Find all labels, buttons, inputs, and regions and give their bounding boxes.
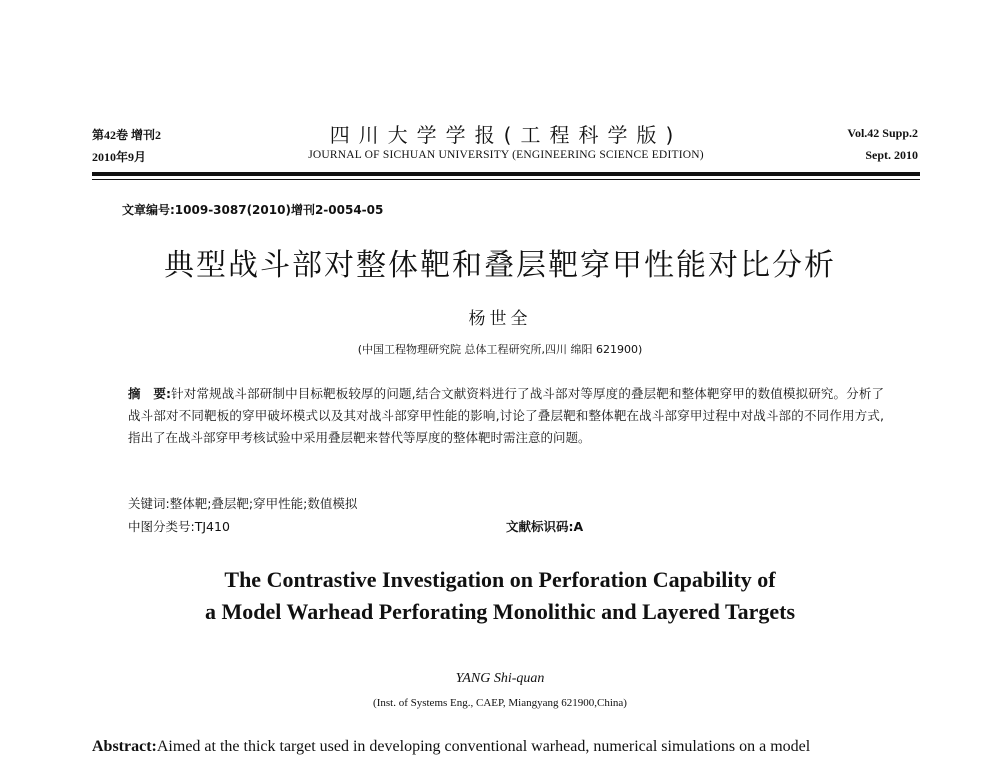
journal-title-cn: 四川大学学报(工程科学版)	[329, 123, 683, 147]
abstract-cn	[128, 383, 884, 449]
header-rule-thick	[92, 172, 920, 176]
affiliation-en: (Inst. of Systems Eng., CAEP, Miangyang 621900,China)	[373, 697, 627, 709]
date-en: Sept. 2010	[865, 148, 918, 162]
paper-title-en	[0, 564, 1000, 628]
journal-title-en: JOURNAL OF SICHUAN UNIVERSITY (ENGINEERING SCIENCE EDITION)	[308, 149, 704, 161]
article-number: 文章编号:1009-3087(2010)增刊2-0054-05	[122, 203, 384, 217]
abstract-label-en: Abstract:	[92, 738, 157, 755]
header-rule-thin	[92, 179, 920, 180]
volume-issue-cn: 第42卷 增刊2	[92, 128, 162, 142]
volume-issue-en: Vol.42 Supp.2	[847, 126, 918, 140]
paper-title-cn: 典型战斗部对整体靶和叠层靶穿甲性能对比分析	[164, 248, 836, 283]
clc-number: 中图分类号:TJ410	[128, 519, 230, 534]
abstract-label-cn: 摘 要:	[128, 386, 171, 401]
affiliation-cn: (中国工程物理研究院 总体工程研究所,四川 绵阳 621900)	[357, 343, 643, 356]
author-en: YANG Shi-quan	[455, 671, 545, 686]
keywords-cn: 关键词:整体靶;叠层靶;穿甲性能;数值模拟	[128, 496, 358, 511]
paper-title-en-line1: The Contrastive Investigation on Perforation Capability of	[224, 567, 776, 592]
document-code: 文献标识码:A	[506, 519, 584, 534]
author-cn: 杨世全	[468, 309, 532, 329]
abstract-en	[92, 738, 810, 756]
paper-title-en-line2: a Model Warhead Perforating Monolithic and Layered Targets	[204, 599, 796, 624]
abstract-text-en: Aimed at the thick target used in developing conventional warhead, numerical simulations on a model	[156, 738, 811, 755]
abstract-text-cn: 针对常规战斗部研制中目标靶板较厚的问题,结合文献资料进行了战斗部对等厚度的叠层靶和整体靶穿甲的数值模拟研究。分析了战斗部对不同靶板的穿甲破坏模式以及其对战斗部穿甲性能的影响,讨论了叠层靶和整体靶在战斗部穿甲过程中对战斗部的不同作用方式,指出了在战斗部穿甲考核试验中采用叠层靶来替代等厚度的整体靶时需注意的问题。	[128, 386, 885, 445]
date-cn: 2010年9月	[92, 150, 147, 164]
